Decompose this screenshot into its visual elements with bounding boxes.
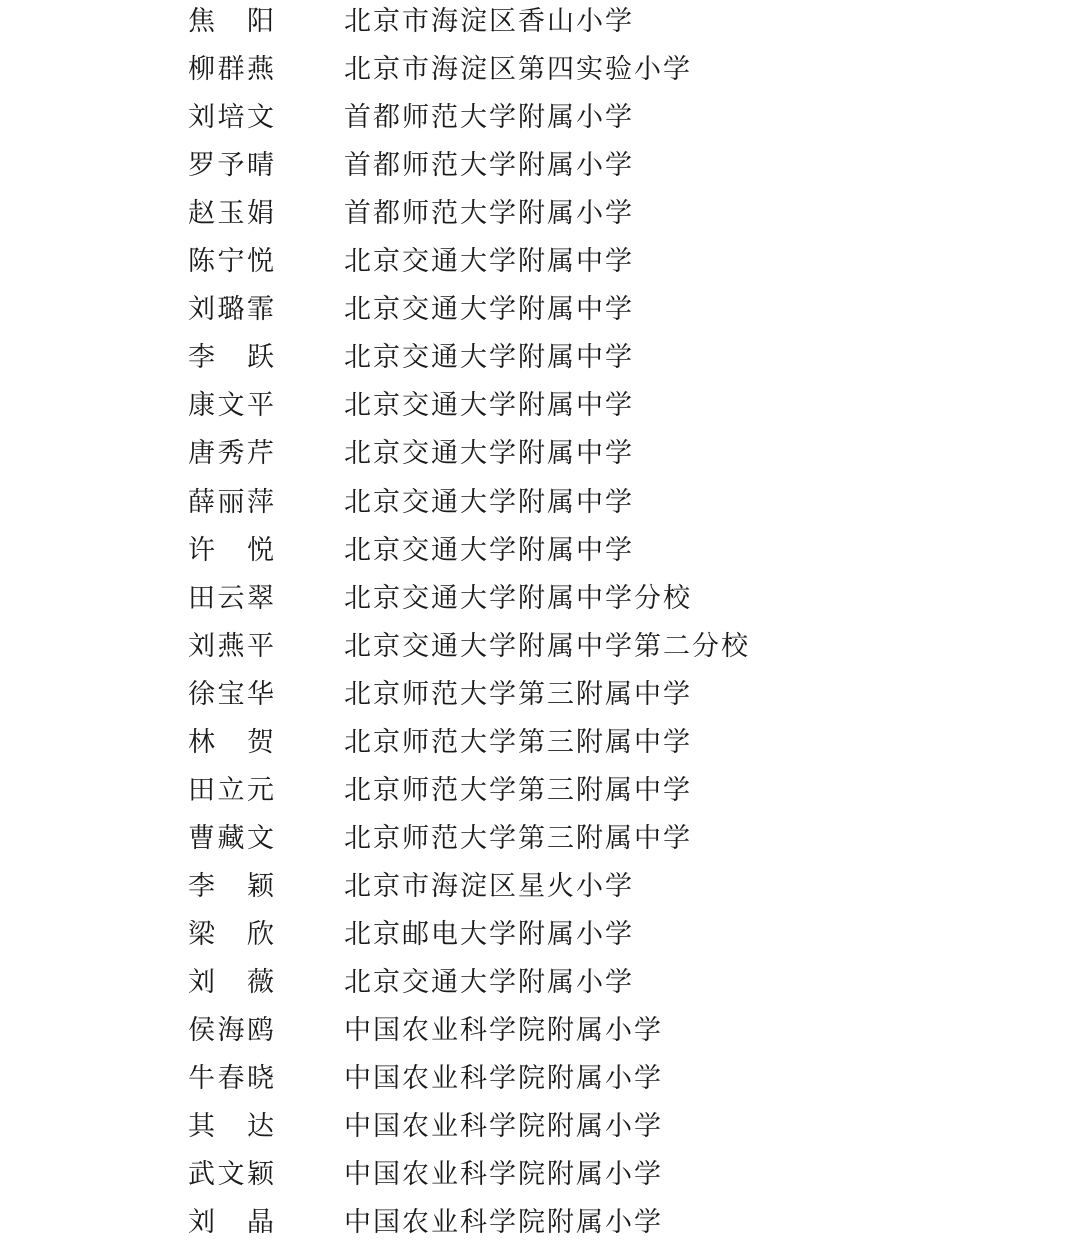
list-item bbox=[0, 1007, 1080, 1055]
person-name: 焦 阳 bbox=[188, 6, 274, 37]
school-name: 北京交通大学附属中学 bbox=[344, 390, 634, 422]
list-item bbox=[0, 142, 1080, 190]
list-item bbox=[0, 190, 1080, 238]
list-item bbox=[0, 767, 1080, 815]
list-item bbox=[0, 719, 1080, 767]
school-name: 北京交通大学附属中学 bbox=[344, 246, 634, 278]
school-name: 北京交通大学附属小学 bbox=[344, 967, 634, 998]
person-name: 许 悦 bbox=[188, 534, 274, 566]
person-name: 刘 璐 霏 bbox=[188, 294, 274, 326]
school-name: 北京市海淀区香山小学 bbox=[344, 6, 634, 37]
person-name: 薛 丽 萍 bbox=[188, 486, 274, 518]
person-name: 刘 燕 平 bbox=[188, 630, 274, 662]
school-name: 北京市海淀区星火小学 bbox=[344, 870, 634, 902]
list-item bbox=[0, 382, 1080, 430]
list-item bbox=[0, 911, 1080, 959]
person-name: 林 贺 bbox=[188, 726, 274, 758]
person-name: 田 云 翠 bbox=[188, 582, 274, 614]
list-item bbox=[0, 815, 1080, 863]
person-name: 其 达 bbox=[188, 1111, 274, 1143]
school-name: 首都师范大学附属小学 bbox=[344, 150, 634, 182]
school-name: 北京交通大学附属中学分校 bbox=[344, 582, 692, 614]
school-name: 中国农业科学院附属小学 bbox=[344, 1015, 663, 1047]
school-name: 北京交通大学附属中学 bbox=[344, 534, 634, 566]
list-item bbox=[0, 863, 1080, 911]
school-name: 北京交通大学附属中学 bbox=[344, 342, 634, 374]
list-item bbox=[0, 959, 1080, 1007]
person-name: 赵 玉 娟 bbox=[188, 198, 274, 230]
list-item bbox=[0, 1055, 1080, 1103]
list-item bbox=[0, 527, 1080, 575]
list-item bbox=[0, 286, 1080, 334]
person-name: 陈 宁 悦 bbox=[188, 246, 274, 278]
school-name: 北京交通大学附属中学 bbox=[344, 438, 634, 470]
list-item bbox=[0, 94, 1080, 142]
school-name: 北京市海淀区第四实验小学 bbox=[344, 54, 692, 86]
list-item bbox=[0, 479, 1080, 527]
person-name: 梁 欣 bbox=[188, 918, 274, 950]
list-item bbox=[0, 623, 1080, 671]
school-name: 首都师范大学附属小学 bbox=[344, 198, 634, 230]
school-name: 北京交通大学附属中学 bbox=[344, 294, 634, 326]
school-name: 中国农业科学院附属小学 bbox=[344, 1063, 663, 1095]
person-name: 罗 予 晴 bbox=[188, 150, 274, 182]
school-name: 北京师范大学第三附属中学 bbox=[344, 774, 692, 806]
list-item bbox=[0, 0, 1080, 46]
person-name: 柳 群 燕 bbox=[188, 54, 274, 86]
person-name: 曹 藏 文 bbox=[188, 822, 274, 854]
list-item bbox=[0, 430, 1080, 478]
list-item bbox=[0, 238, 1080, 286]
list-item bbox=[0, 1199, 1080, 1247]
person-name: 刘 晶 bbox=[188, 1207, 274, 1239]
school-name: 中国农业科学院附属小学 bbox=[344, 1159, 663, 1191]
person-name: 武 文 颖 bbox=[188, 1159, 274, 1191]
person-name: 徐 宝 华 bbox=[188, 678, 274, 710]
person-name: 李 颖 bbox=[188, 870, 274, 902]
list-item bbox=[0, 1103, 1080, 1151]
person-name: 唐 秀 芹 bbox=[188, 438, 274, 470]
list-item bbox=[0, 334, 1080, 382]
list-item bbox=[0, 575, 1080, 623]
list-item bbox=[0, 671, 1080, 719]
school-name: 北京邮电大学附属小学 bbox=[344, 918, 634, 950]
school-name: 中国农业科学院附属小学 bbox=[344, 1111, 663, 1143]
school-name: 北京交通大学附属中学 bbox=[344, 486, 634, 518]
list-item bbox=[0, 46, 1080, 94]
school-name: 北京师范大学第三附属中学 bbox=[344, 822, 692, 854]
person-name: 李 跃 bbox=[188, 342, 274, 374]
person-name: 侯 海 鸥 bbox=[188, 1015, 274, 1047]
school-name: 北京交通大学附属中学第二分校 bbox=[344, 630, 750, 662]
school-name: 中国农业科学院附属小学 bbox=[344, 1207, 663, 1239]
school-name: 北京师范大学第三附属中学 bbox=[344, 678, 692, 710]
person-name: 牛 春 晓 bbox=[188, 1063, 274, 1095]
person-name: 刘 培 文 bbox=[188, 102, 274, 134]
school-name: 北京师范大学第三附属中学 bbox=[344, 726, 692, 758]
list-item bbox=[0, 1151, 1080, 1199]
person-name: 田 立 元 bbox=[188, 774, 274, 806]
person-name: 康 文 平 bbox=[188, 390, 274, 422]
person-name: 刘 薇 bbox=[188, 967, 274, 998]
school-name: 首都师范大学附属小学 bbox=[344, 102, 634, 134]
